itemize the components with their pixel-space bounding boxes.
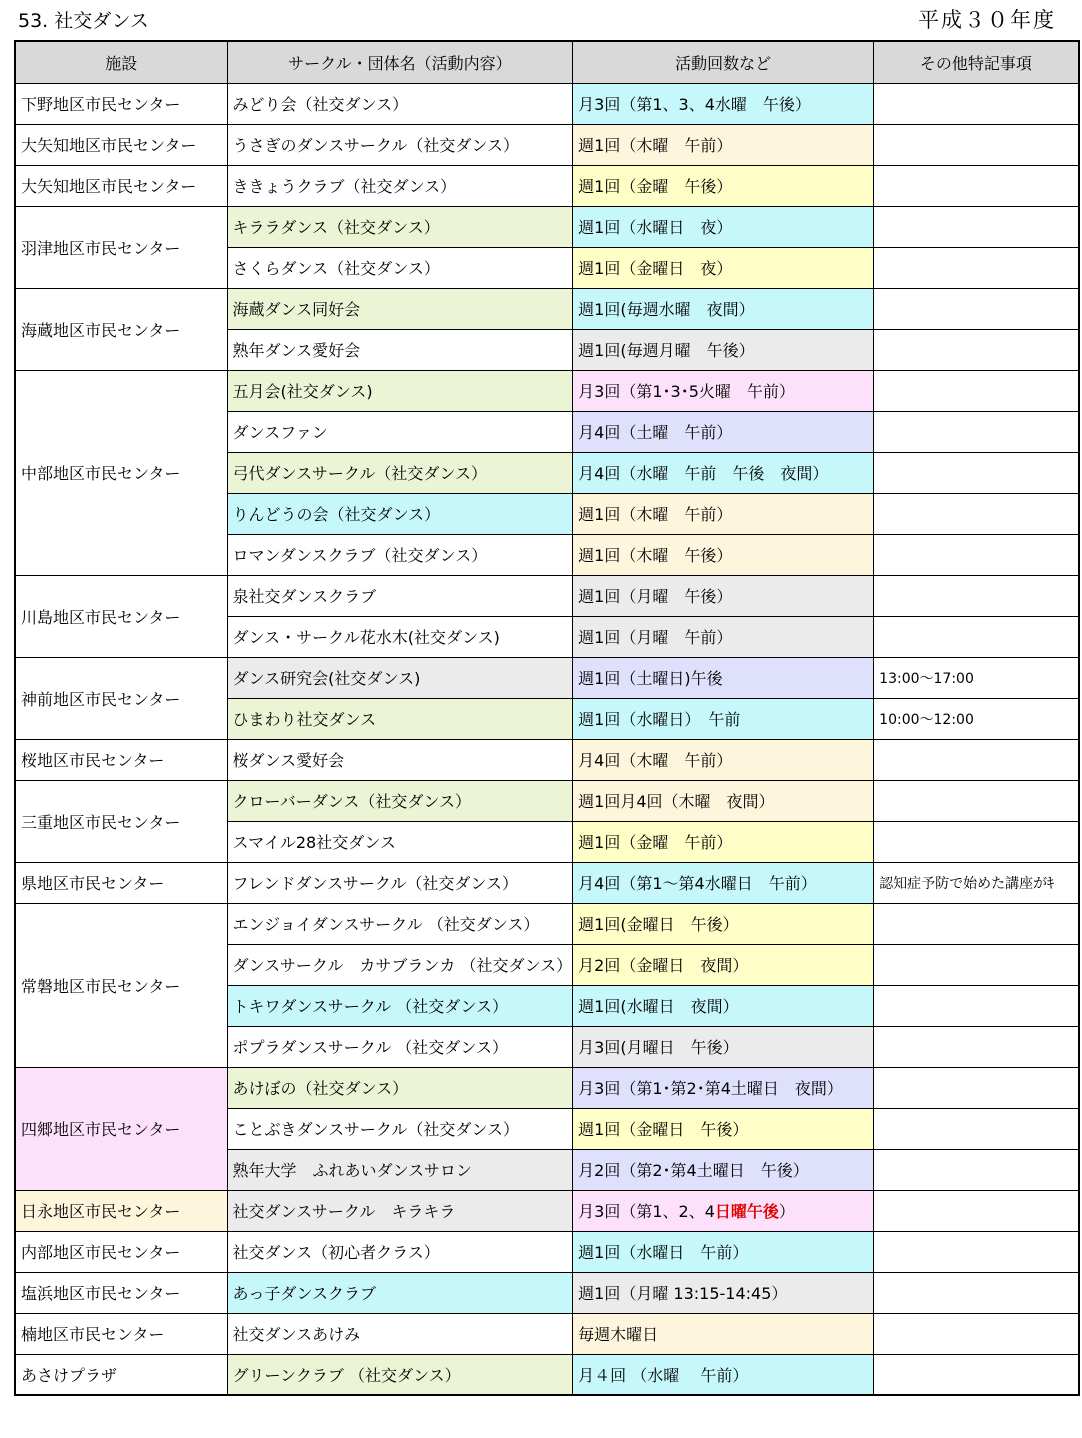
notes-cell — [874, 1354, 1079, 1395]
fiscal-year: 平成３０年度 — [918, 8, 1056, 32]
activity-cell: 月3回(月曜日 午後） — [573, 1026, 874, 1067]
activity-cell: 月2回（金曜日 夜間） — [573, 944, 874, 985]
facility-cell: あさけプラザ — [15, 1354, 227, 1395]
table-row — [15, 575, 1079, 616]
activity-cell: 週1回（月曜 午後） — [573, 575, 874, 616]
notes-cell — [874, 452, 1079, 493]
notes-cell: 10:00～12:00 — [874, 698, 1079, 739]
table-row — [15, 657, 1079, 698]
activity-cell: 週1回(毎週水曜 夜間） — [573, 288, 874, 329]
notes-cell — [874, 288, 1079, 329]
circle-name-cell: ことぶきダンスサークル（社交ダンス） — [227, 1108, 573, 1149]
circle-name-cell: 泉社交ダンスクラブ — [227, 575, 573, 616]
notes-cell — [874, 985, 1079, 1026]
facility-cell: 羽津地区市民センター — [15, 206, 227, 288]
circle-name-cell: さくらダンス（社交ダンス） — [227, 247, 573, 288]
notes-cell — [874, 83, 1079, 124]
activity-cell: 月4回（土曜 午前） — [573, 411, 874, 452]
activity-cell: 週1回（木曜 午後） — [573, 534, 874, 575]
activity-cell: 週1回（金曜 午後） — [573, 165, 874, 206]
facility-cell: 塩浜地区市民センター — [15, 1272, 227, 1313]
notes-cell — [874, 821, 1079, 862]
activity-cell: 月3回（第1･第2･第4土曜日 夜間） — [573, 1067, 874, 1108]
notes-cell — [874, 124, 1079, 165]
circle-name-cell: ポプラダンスサークル （社交ダンス） — [227, 1026, 573, 1067]
circle-name-cell: 熟年大学 ふれあいダンスサロン — [227, 1149, 573, 1190]
circle-name-cell: 社交ダンスサークル キラキラ — [227, 1190, 573, 1231]
header-notes: その他特記事項 — [874, 41, 1079, 83]
facility-cell: 中部地区市民センター — [15, 370, 227, 575]
notes-cell — [874, 165, 1079, 206]
notes-cell — [874, 493, 1079, 534]
circle-name-cell: エンジョイダンスサークル （社交ダンス） — [227, 903, 573, 944]
notes-cell — [874, 1149, 1079, 1190]
circle-name-cell: あっ子ダンスクラブ — [227, 1272, 573, 1313]
notes-cell — [874, 575, 1079, 616]
table-row — [15, 1067, 1079, 1108]
facility-cell: 内部地区市民センター — [15, 1231, 227, 1272]
activity-cell: 週1回（金曜 午前） — [573, 821, 874, 862]
table-row — [15, 83, 1079, 124]
circle-name-cell: ダンス・サークル花水木(社交ダンス) — [227, 616, 573, 657]
circle-name-cell: ききょうクラブ（社交ダンス） — [227, 165, 573, 206]
notes-cell — [874, 739, 1079, 780]
activity-cell: 週1回（木曜 午前） — [573, 493, 874, 534]
activity-highlight-text: 日曜午後 — [714, 1202, 779, 1221]
circle-name-cell: ダンスサークル カサブランカ （社交ダンス） — [227, 944, 573, 985]
circle-name-cell: ダンス研究会(社交ダンス) — [227, 657, 573, 698]
facility-cell: 県地区市民センター — [15, 862, 227, 903]
activity-cell: 週1回（水曜日 夜） — [573, 206, 874, 247]
notes-cell — [874, 1272, 1079, 1313]
activity-cell: 週1回(水曜日 夜間） — [573, 985, 874, 1026]
notes-cell — [874, 1190, 1079, 1231]
activity-cell: 週1回（木曜 午前） — [573, 124, 874, 165]
table-row — [15, 370, 1079, 411]
table-row — [15, 1354, 1079, 1395]
facility-cell: 四郷地区市民センター — [15, 1067, 227, 1190]
circle-name-cell: みどり会（社交ダンス） — [227, 83, 573, 124]
facility-cell: 桜地区市民センター — [15, 739, 227, 780]
notes-cell — [874, 944, 1079, 985]
notes-cell — [874, 206, 1079, 247]
circle-name-cell: ダンスファン — [227, 411, 573, 452]
activity-cell: 月4回（木曜 午前） — [573, 739, 874, 780]
circle-name-cell: スマイル28社交ダンス — [227, 821, 573, 862]
facility-cell: 川島地区市民センター — [15, 575, 227, 657]
table-row — [15, 1190, 1079, 1231]
header-circle: サークル・団体名（活動内容） — [227, 41, 573, 83]
activity-cell: 月4回（第1～第4水曜日 午前） — [573, 862, 874, 903]
notes-cell — [874, 329, 1079, 370]
activity-cell: 週1回（金曜日 午後） — [573, 1108, 874, 1149]
circle-name-cell: ロマンダンスクラブ（社交ダンス） — [227, 534, 573, 575]
activity-text-end: ） — [778, 1202, 795, 1221]
activity-cell: 月4回（水曜 午前 午後 夜間） — [573, 452, 874, 493]
circle-name-cell: フレンドダンスサークル（社交ダンス） — [227, 862, 573, 903]
facility-cell: 大矢知地区市民センター — [15, 165, 227, 206]
activity-cell: 週1回(毎週月曜 午後） — [573, 329, 874, 370]
table-row — [15, 1313, 1079, 1354]
notes-cell: 認知症予防で始めた講座がｷ — [874, 862, 1079, 903]
circle-name-cell: ひまわり社交ダンス — [227, 698, 573, 739]
notes-cell: 13:00～17:00 — [874, 657, 1079, 698]
page-title: 53. 社交ダンス — [18, 10, 149, 32]
notes-cell — [874, 616, 1079, 657]
circle-name-cell: 弓代ダンスサークル（社交ダンス） — [227, 452, 573, 493]
table-row — [15, 739, 1079, 780]
activity-cell: 月４回 （水曜 午前） — [573, 1354, 874, 1395]
notes-cell — [874, 903, 1079, 944]
circle-name-cell: 社交ダンス（初心者クラス） — [227, 1231, 573, 1272]
notes-cell — [874, 1313, 1079, 1354]
circle-name-cell: 五月会(社交ダンス) — [227, 370, 573, 411]
table-row — [15, 206, 1079, 247]
facility-cell: 楠地区市民センター — [15, 1313, 227, 1354]
circle-name-cell: 桜ダンス愛好会 — [227, 739, 573, 780]
notes-cell — [874, 1067, 1079, 1108]
notes-cell — [874, 1108, 1079, 1149]
activity-cell — [573, 1190, 874, 1231]
notes-cell — [874, 534, 1079, 575]
circle-table — [14, 40, 1080, 1396]
notes-cell — [874, 411, 1079, 452]
activity-cell: 週1回（月曜 13:15-14:45） — [573, 1272, 874, 1313]
activity-cell: 週1回（水曜日 午前） — [573, 1231, 874, 1272]
table-row — [15, 288, 1079, 329]
table-row — [15, 1272, 1079, 1313]
table-row — [15, 1231, 1079, 1272]
activity-cell: 週1回(金曜日 午後） — [573, 903, 874, 944]
circle-name-cell: トキワダンスサークル （社交ダンス） — [227, 985, 573, 1026]
circle-name-cell: りんどうの会（社交ダンス） — [227, 493, 573, 534]
facility-cell: 下野地区市民センター — [15, 83, 227, 124]
facility-cell: 三重地区市民センター — [15, 780, 227, 862]
activity-cell: 月3回（第1、3、4水曜 午後） — [573, 83, 874, 124]
table-row — [15, 862, 1079, 903]
activity-cell: 週1回（土曜日)午後 — [573, 657, 874, 698]
table-row — [15, 165, 1079, 206]
notes-cell — [874, 247, 1079, 288]
header-facility: 施設 — [15, 41, 227, 83]
circle-name-cell: 熟年ダンス愛好会 — [227, 329, 573, 370]
table-row — [15, 780, 1079, 821]
activity-text: 月3回（第1、2、4 — [578, 1202, 715, 1221]
activity-cell: 週1回（水曜日） 午前 — [573, 698, 874, 739]
circle-name-cell: 社交ダンスあけみ — [227, 1313, 573, 1354]
table-body — [15, 83, 1079, 1395]
circle-name-cell: キララダンス（社交ダンス） — [227, 206, 573, 247]
facility-cell: 神前地区市民センター — [15, 657, 227, 739]
circle-name-cell: クローバーダンス（社交ダンス） — [227, 780, 573, 821]
circle-name-cell: グリーンクラブ （社交ダンス） — [227, 1354, 573, 1395]
notes-cell — [874, 1026, 1079, 1067]
circle-name-cell: あけぼの（社交ダンス） — [227, 1067, 573, 1108]
facility-cell: 大矢知地区市民センター — [15, 124, 227, 165]
activity-cell: 週1回（月曜 午前） — [573, 616, 874, 657]
circle-name-cell: うさぎのダンスサークル（社交ダンス） — [227, 124, 573, 165]
table-row — [15, 124, 1079, 165]
table-row — [15, 903, 1079, 944]
activity-cell: 週1回（金曜日 夜） — [573, 247, 874, 288]
circle-name-cell: 海蔵ダンス同好会 — [227, 288, 573, 329]
notes-cell — [874, 780, 1079, 821]
facility-cell: 常磐地区市民センター — [15, 903, 227, 1067]
activity-cell: 月3回（第1･3･5火曜 午前） — [573, 370, 874, 411]
facility-cell: 日永地区市民センター — [15, 1190, 227, 1231]
facility-cell: 海蔵地区市民センター — [15, 288, 227, 370]
table-header-row — [15, 41, 1079, 83]
header-activity: 活動回数など — [573, 41, 874, 83]
notes-cell — [874, 370, 1079, 411]
activity-cell: 週1回月4回（木曜 夜間） — [573, 780, 874, 821]
activity-cell: 毎週木曜日 — [573, 1313, 874, 1354]
notes-cell — [874, 1231, 1079, 1272]
activity-cell: 月2回（第2･第4土曜日 午後） — [573, 1149, 874, 1190]
